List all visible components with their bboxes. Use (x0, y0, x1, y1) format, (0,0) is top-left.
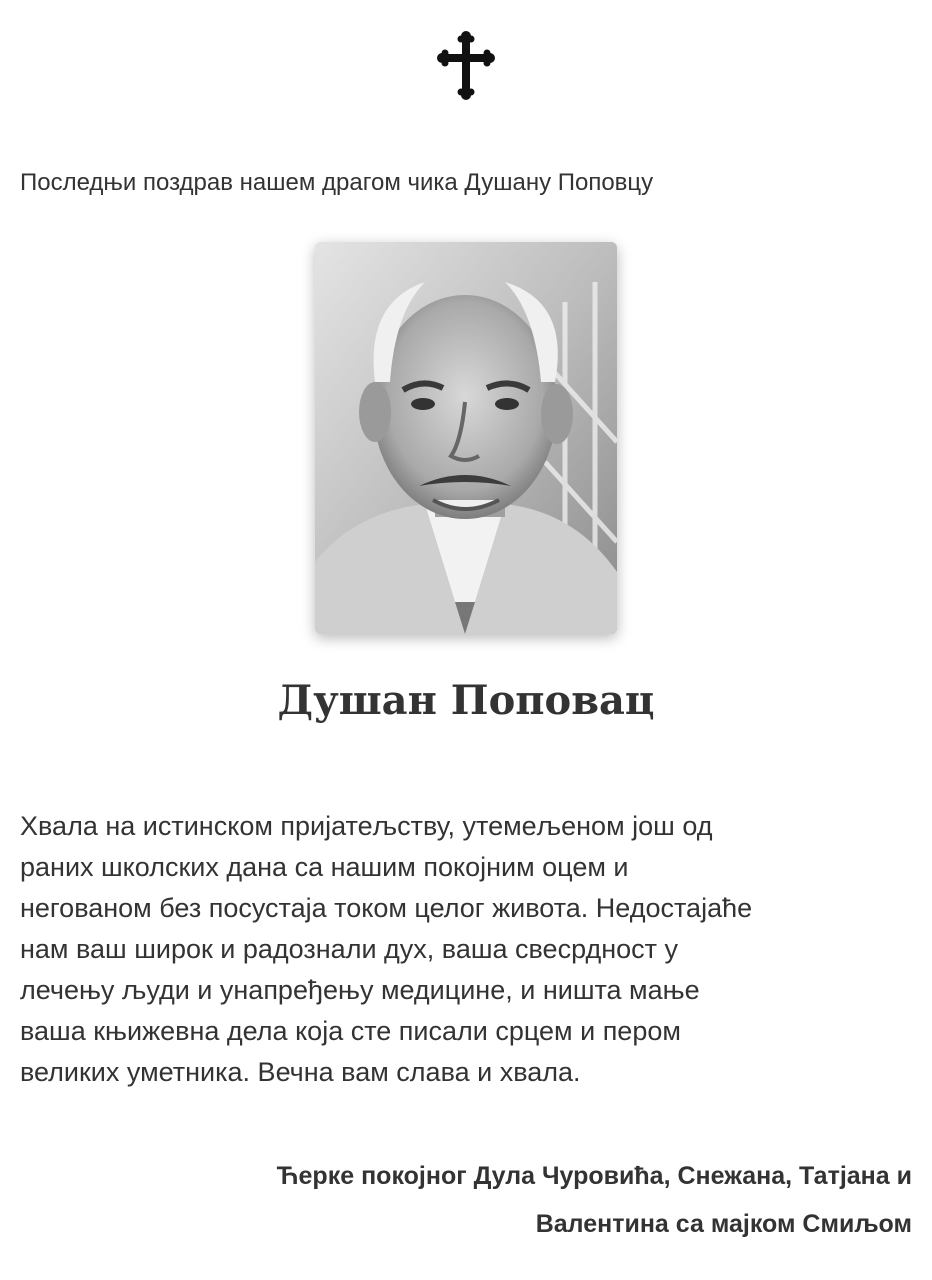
intro-text: Последњи поздрав нашем драгом чика Душану Поповцу (20, 169, 654, 196)
message-line: негованом без посустаја током целог живота. Недостајаће (20, 893, 753, 923)
message-line: нам ваш широк и радознали дух, ваша свесрдност у (20, 934, 679, 964)
orthodox-cross-icon (436, 30, 496, 102)
deceased-name: Душан Поповац (277, 677, 655, 724)
portrait-photo (315, 242, 617, 634)
signature-line: Валентина са мајком Смиљом (535, 1210, 912, 1238)
tribute-message (20, 806, 900, 1093)
message-line: великих уметника. Вечна вам слава и хвала. (20, 1057, 581, 1087)
message-line: лечењу људи и унапређењу медицине, и ништа мање (20, 975, 700, 1005)
signature-line: Ћерке покојног Дула Чуровића, Снежана, Татјана и (276, 1162, 912, 1190)
message-line: ваша књижевна дела која сте писали срцем и пером (20, 1016, 681, 1046)
signature (32, 1152, 912, 1248)
message-line: Хвала на истинском пријатељству, утемељеном још од (20, 811, 713, 841)
message-line: раних школских дана са нашим покојним оцем и (20, 852, 629, 882)
